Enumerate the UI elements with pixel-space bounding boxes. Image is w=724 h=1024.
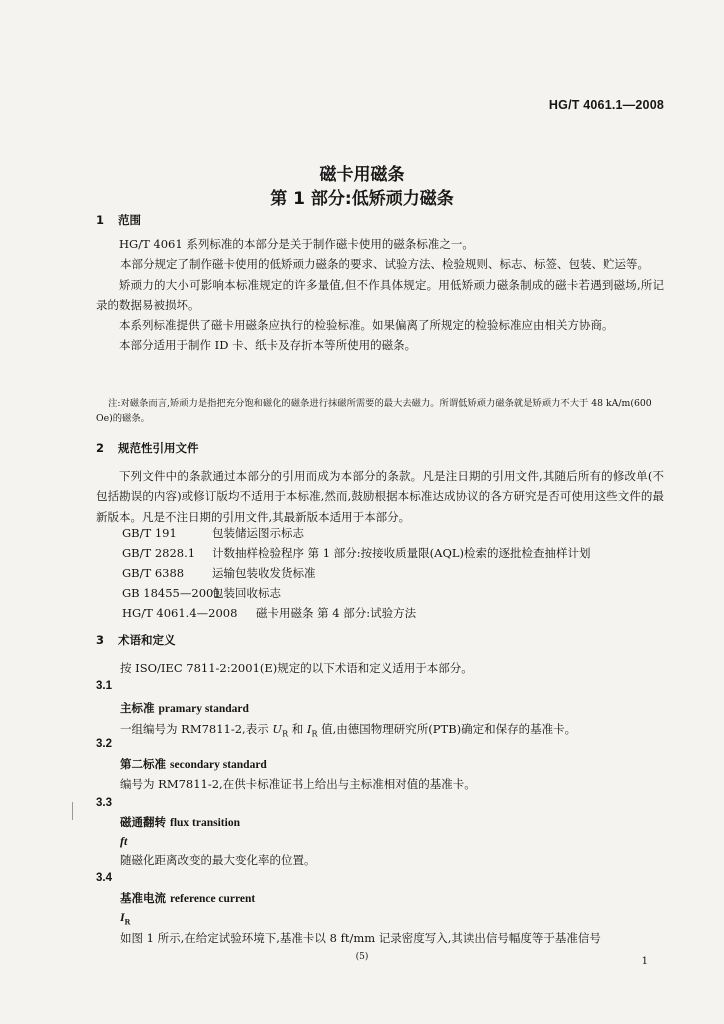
standard-code: HG/T 4061.1—2008 <box>548 98 664 112</box>
ref-title: 运输包装收发货标准 <box>212 566 316 580</box>
term-en: reference current <box>170 893 256 905</box>
section-2-heading <box>96 440 199 456</box>
section-title: 范围 <box>118 213 141 227</box>
reference-item <box>122 605 416 621</box>
section-3-intro: 按 ISO/IEC 7811-2:2001(E)规定的以下术语和定义适用于本部分。 <box>120 661 473 675</box>
page-number: 1 <box>641 956 648 967</box>
section-1-body <box>96 234 664 356</box>
term-en: secondary standard <box>170 759 267 771</box>
term-definition <box>120 721 576 738</box>
term-definition: 如图 1 所示,在给定试验环境下,基准卡以 8 ft/mm 记录密度写入,其读出信号幅度等于基准信号 <box>120 931 601 945</box>
reference-item <box>122 565 316 581</box>
section-number: 2 <box>96 441 105 455</box>
term-zh: 磁通翻转 <box>120 815 166 829</box>
subscript: R <box>282 729 289 739</box>
def-text: 和 <box>288 722 307 736</box>
reference-item <box>122 545 591 561</box>
term-symbol: ft <box>120 834 128 848</box>
ref-code: GB/T 191 <box>122 526 177 540</box>
note-text: 注:对磁条而言,矫顽力是指把充分饱和磁化的磁条进行抹磁所需要的最大去磁力。所谓低矫顽力磁条就是矫顽力不大于 48 kA/m(600 Oe)的磁条。 <box>96 398 652 424</box>
reference-item <box>122 525 304 541</box>
term-definition: 随磁化距离改变的最大变化率的位置。 <box>120 853 316 867</box>
document-title: 磁卡用磁条 <box>319 165 405 185</box>
ref-code: HG/T 4061.4—2008 <box>122 606 238 620</box>
section-2-intro <box>96 466 664 527</box>
term-zh: 主标准 <box>120 701 155 715</box>
section-1-heading <box>96 212 141 228</box>
ref-title: 包装回收标志 <box>212 586 281 600</box>
paragraph: 矫顽力的大小可影响本标准规定的许多量值,但不作具体规定。用低矫顽力磁条制成的磁卡若遇到磁场,所记录的数据易被损坏。 <box>96 277 664 312</box>
section-title: 术语和定义 <box>118 633 176 647</box>
term-heading <box>120 814 240 830</box>
term-definition: 编号为 RM7811-2,在供卡标准证书上给出与主标准相对值的基准卡。 <box>120 777 476 791</box>
document-subtitle: 第 1 部分:低矫顽力磁条 <box>270 189 454 209</box>
subscript: R <box>311 729 318 739</box>
ref-code: GB/T 6388 <box>122 566 185 580</box>
ref-title: 计数抽样检验程序 第 1 部分:按接收质量限(AQL)检索的逐批检查抽样计划 <box>212 546 591 560</box>
def-text: 值,由德国物理研究所(PTB)确定和保存的基准卡。 <box>317 722 577 736</box>
ref-code: GB/T 2828.1 <box>122 546 196 560</box>
term-symbol <box>120 910 130 926</box>
ref-code: GB 18455—2001 <box>122 586 221 600</box>
footer-page-label: (5) <box>355 952 369 962</box>
clause-number: 3.2 <box>96 738 112 750</box>
term-zh: 基准电流 <box>120 891 166 905</box>
symbol-i: I <box>306 722 312 736</box>
ref-title: 磁卡用磁条 第 4 部分:试验方法 <box>256 606 417 620</box>
clause-number: 3.4 <box>96 872 112 884</box>
clause-number: 3.1 <box>96 680 112 692</box>
paragraph: 本部分适用于制作 ID 卡、纸卡及存折本等所使用的磁条。 <box>119 338 417 353</box>
term-en: pramary standard <box>158 703 249 715</box>
note <box>96 396 666 426</box>
term-heading <box>120 756 267 772</box>
term-heading <box>120 890 255 906</box>
reference-item <box>122 585 281 601</box>
clause-number: 3.3 <box>96 797 112 809</box>
section-title: 规范性引用文件 <box>118 441 199 455</box>
symbol-main: I <box>120 910 125 924</box>
paragraph: HG/T 4061 系列标准的本部分是关于制作磁卡使用的磁条标准之一。 <box>119 237 474 251</box>
term-heading <box>120 700 249 716</box>
term-zh: 第二标准 <box>120 757 166 771</box>
symbol-subscript: R <box>124 917 131 927</box>
paragraph: 本部分规定了制作磁卡使用的低矫顽力磁条的要求、试验方法、检验规则、标志、标签、包装、贮运等。 <box>120 257 649 272</box>
scan-mark <box>72 802 73 820</box>
symbol-u: U <box>272 722 283 736</box>
paragraph: 下列文件中的条款通过本部分的引用而成为本部分的条款。凡是注日期的引用文件,其随后所有的修改单(不包括勘误的内容)或修订版均不适用于本标准,然而,鼓励根据本标准达成协议的各方研究是否可使用这些文件的最新版本。凡是不注日期的引用文件,其最新版本适用于本部分。 <box>96 469 664 524</box>
paragraph: 本系列标准提供了磁卡用磁条应执行的检验标准。如果偏离了所规定的检验标准应由相关方协商。 <box>119 318 614 333</box>
term-en: flux transition <box>170 817 240 829</box>
section-number: 3 <box>96 633 105 647</box>
section-3-heading <box>96 632 176 648</box>
section-number: 1 <box>96 213 105 227</box>
ref-title: 包装储运图示标志 <box>212 526 304 540</box>
def-text: 一组编号为 RM7811-2,表示 <box>120 722 273 736</box>
